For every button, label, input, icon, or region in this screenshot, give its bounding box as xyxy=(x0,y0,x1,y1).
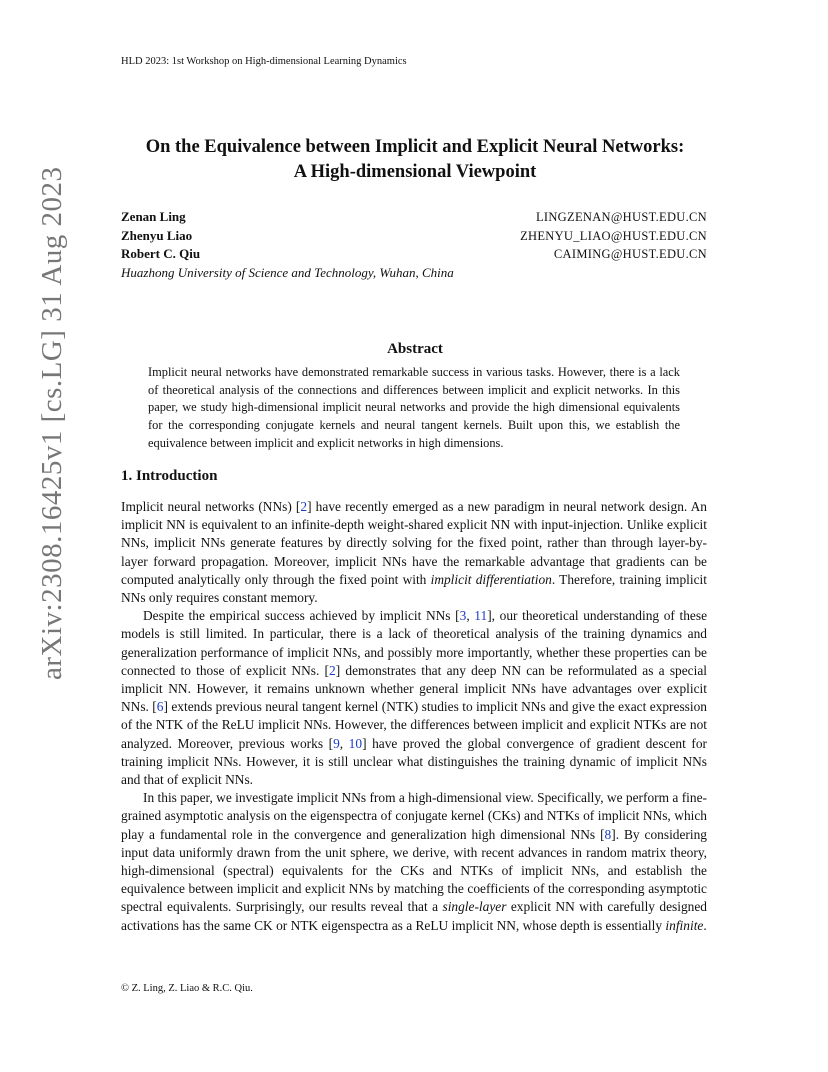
title-line-2: A High-dimensional Viewpoint xyxy=(293,162,537,182)
author-row xyxy=(121,245,707,264)
citation-link[interactable]: 2 xyxy=(300,499,308,514)
author-email[interactable]: CAIMING@HUST.EDU.CN xyxy=(553,247,707,261)
citation-link[interactable]: 6 xyxy=(156,699,164,715)
emphasis: infinite xyxy=(665,917,704,933)
arxiv-stamp: arXiv:2308.16425v1 [cs.LG] 31 Aug 2023 xyxy=(36,166,68,680)
citation-link[interactable]: 10 xyxy=(348,735,363,751)
author-email[interactable]: LINGZENAN@HUST.EDU.CN xyxy=(535,210,707,224)
author-name: Zhenyu Liao xyxy=(121,227,193,243)
citation-link[interactable]: 8 xyxy=(604,826,612,842)
author-row xyxy=(121,227,707,246)
emphasis: single-layer xyxy=(442,899,507,915)
title-line-1: On the Equivalence between Implicit and Explicit Neural Networks: xyxy=(145,137,685,157)
citation-link[interactable]: 3 xyxy=(459,608,467,624)
abstract-text: Implicit neural networks have demonstrated remarkable success in various tasks. However, there is a lack of theoretical analysis of the connections and differences between implicit and explicit networks. In this paper, we study high-dimensional implicit neural networks and provide the high dimensional equivalents for the corresponding conjugate kernels and neural tangent kernels. Built upon this, we establish the equivalence between implicit and explicit networks in high dimensions. xyxy=(148,365,680,450)
emphasis: implicit differentiation xyxy=(430,571,552,587)
affiliation: Huazhong University of Science and Technology, Wuhan, China xyxy=(121,264,454,280)
intro-paragraph-2: Despite the empirical success achieved by implicit NNs [3, 11], our theoretical understanding of these models is still limited. In particular, there is a lack of theoretical analysis of the training dynamics and generalization performance of implicit NNs, and possibly more importantly, whether these properties can be connected to those of explicit NNs. [2] demonstrates that any deep NN can be reformulated as a special implicit NN. However, it remains unknown whether general implicit NNs have advantages over explicit NNs. [6] extends previous neural tangent kernel (NTK) studies to implicit NNs and give the exact expression of the NTK of the ReLU implicit NNs. However, the differences between implicit and explicit NTKs are not analyzed. Moreover, previous works [9, 10] have proved the global convergence of gradient descent for training implicit NNs. However, it is still unclear what distinguishes the training dynamic of implicit NNs and that of explicit NNs. xyxy=(121,608,708,788)
abstract-heading: Abstract xyxy=(387,341,443,357)
author-email[interactable]: ZHENYU_LIAO@HUST.EDU.CN xyxy=(520,228,707,243)
author-block xyxy=(121,208,707,282)
section-heading-introduction: 1. Introduction xyxy=(121,468,218,484)
author-name: Robert C. Qiu xyxy=(121,246,201,261)
introduction-body xyxy=(121,498,707,935)
intro-paragraph-3: In this paper, we investigate implicit NNs from a high-dimensional view. Specifically, we perform a fine-grained asymptotic analysis on the eigenspectra of conjugate kernel (CKs) and NTKs of implicit NNs, which play a fundamental role in the convergence and generalization high dimensional NNs [8]. By considering input data uniformly drawn from the unit sphere, we derive, with recent advances in random matrix theory, high-dimensional (spectral) equivalents for the CKs and NTKs of implicit NNs, and establish the equivalence between implicit and explicit NNs by matching the coefficients of the corresponding asymptotic spectral equivalents. Surprisingly, our results reveal that a single-layer explicit NN with carefully designed activations has the same CK or NTK eigenspectra as a ReLU implicit NN, whose depth is essentially infinite. xyxy=(121,790,708,933)
author-row xyxy=(121,208,707,227)
paper-title xyxy=(100,135,730,185)
intro-paragraph-1: Implicit neural networks (NNs) [2] have recently emerged as a new paradigm in neural network design. An implicit NN is equivalent to an infinite-depth weight-shared explicit NN with input-injection. Unlike explicit NNs, implicit NNs generate features by directly solving for the fixed point, rather than through layer-by-layer forward propagation. Moreover, implicit NNs have the remarkable advantage that gradients can be computed analytically only through the fixed point with implicit differentiation. Therefore, training implicit NNs only requires constant memory. xyxy=(121,499,708,606)
citation-link[interactable]: 2 xyxy=(329,662,336,678)
citation-link[interactable]: 9 xyxy=(333,735,340,751)
copyright-footer: © Z. Ling, Z. Liao & R.C. Qiu. xyxy=(121,983,253,994)
citation-link[interactable]: 11 xyxy=(474,608,488,624)
author-name: Zenan Ling xyxy=(121,209,186,224)
venue-header: HLD 2023: 1st Workshop on High-dimensional Learning Dynamics xyxy=(121,56,407,67)
